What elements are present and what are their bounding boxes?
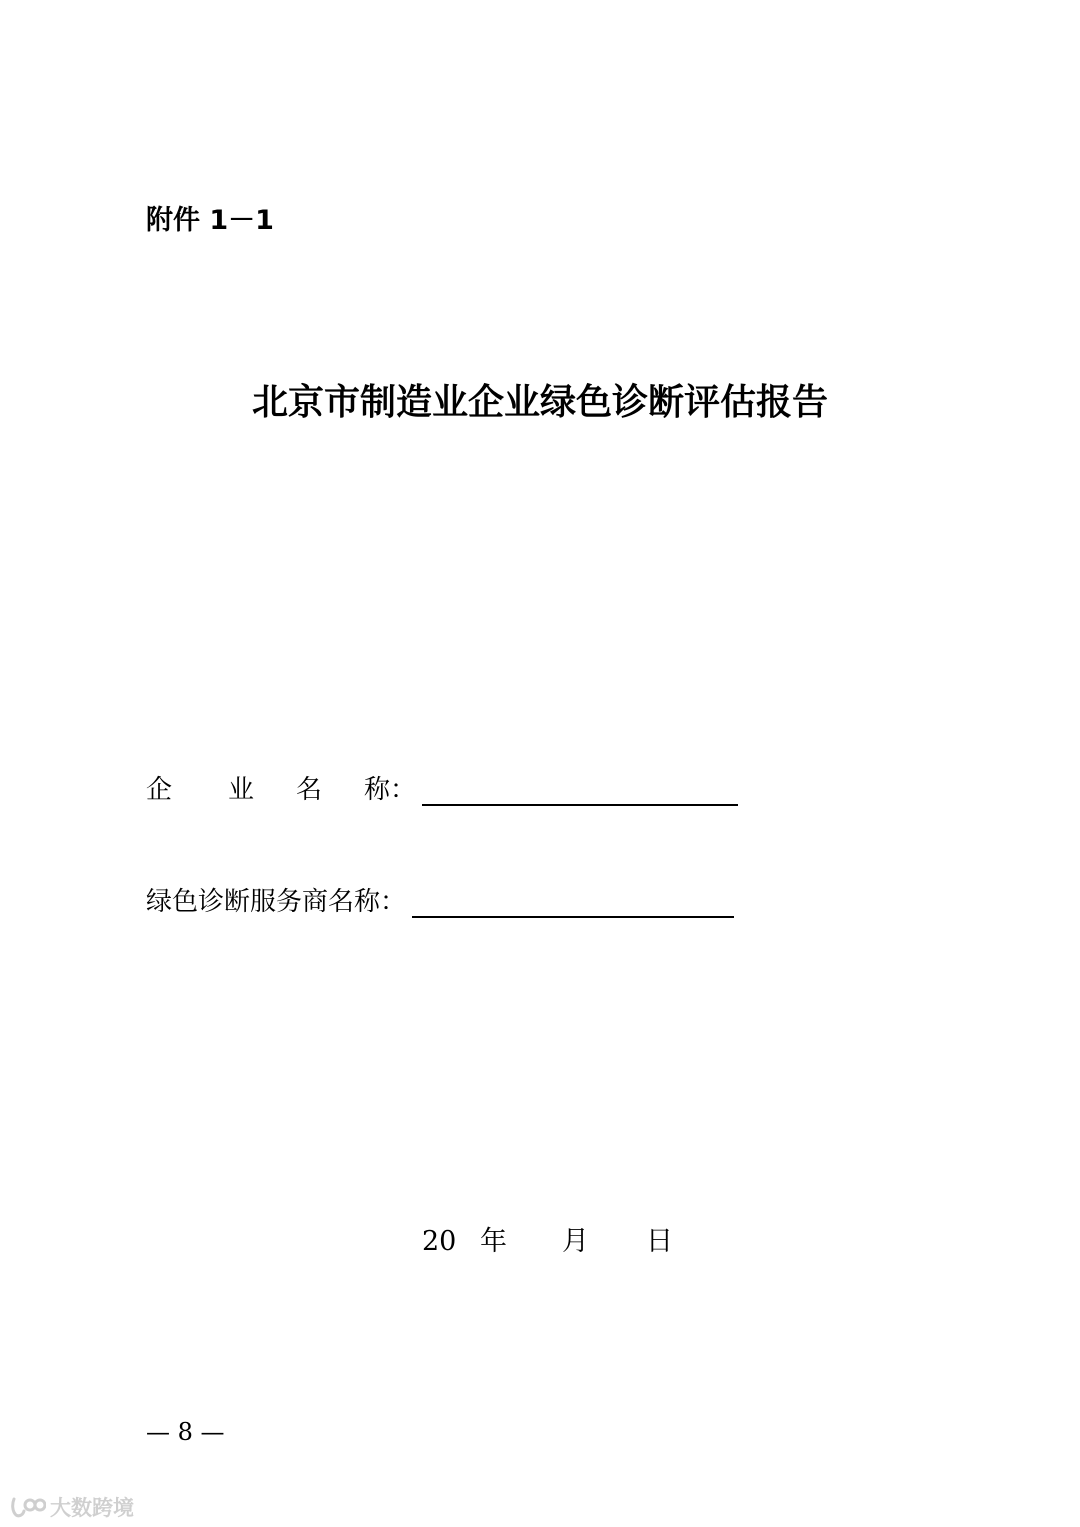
- enterprise-name-label: [146, 772, 416, 808]
- enterprise-name-field[interactable]: [422, 774, 738, 806]
- watermark: [10, 1492, 134, 1522]
- date-year-unit: 年: [480, 1226, 507, 1257]
- watermark-text: 大数跨境: [50, 1496, 134, 1520]
- service-provider-row: [146, 884, 734, 920]
- brand-logo-icon: [10, 1496, 46, 1518]
- enterprise-name-colon: ：: [390, 775, 417, 805]
- date-day-unit: 日: [646, 1226, 673, 1257]
- enterprise-name-label-char: 企: [146, 775, 173, 805]
- page-number: — 8 —: [146, 1418, 225, 1446]
- service-provider-field[interactable]: [412, 886, 734, 918]
- enterprise-name-label-char: 称: [364, 775, 391, 805]
- enterprise-name-row: [146, 772, 738, 808]
- document-title: 北京市制造业企业绿色诊断评估报告: [251, 381, 828, 423]
- enterprise-name-label-char: 名: [296, 775, 323, 805]
- date-row: [422, 1224, 673, 1260]
- enterprise-name-label-char: 业: [228, 775, 255, 805]
- attachment-label: 附件 1－1: [146, 205, 274, 236]
- service-provider-label: 绿色诊断服务商名称：: [146, 887, 407, 917]
- date-month-unit: 月: [562, 1226, 589, 1257]
- date-year-prefix: 20: [422, 1226, 457, 1257]
